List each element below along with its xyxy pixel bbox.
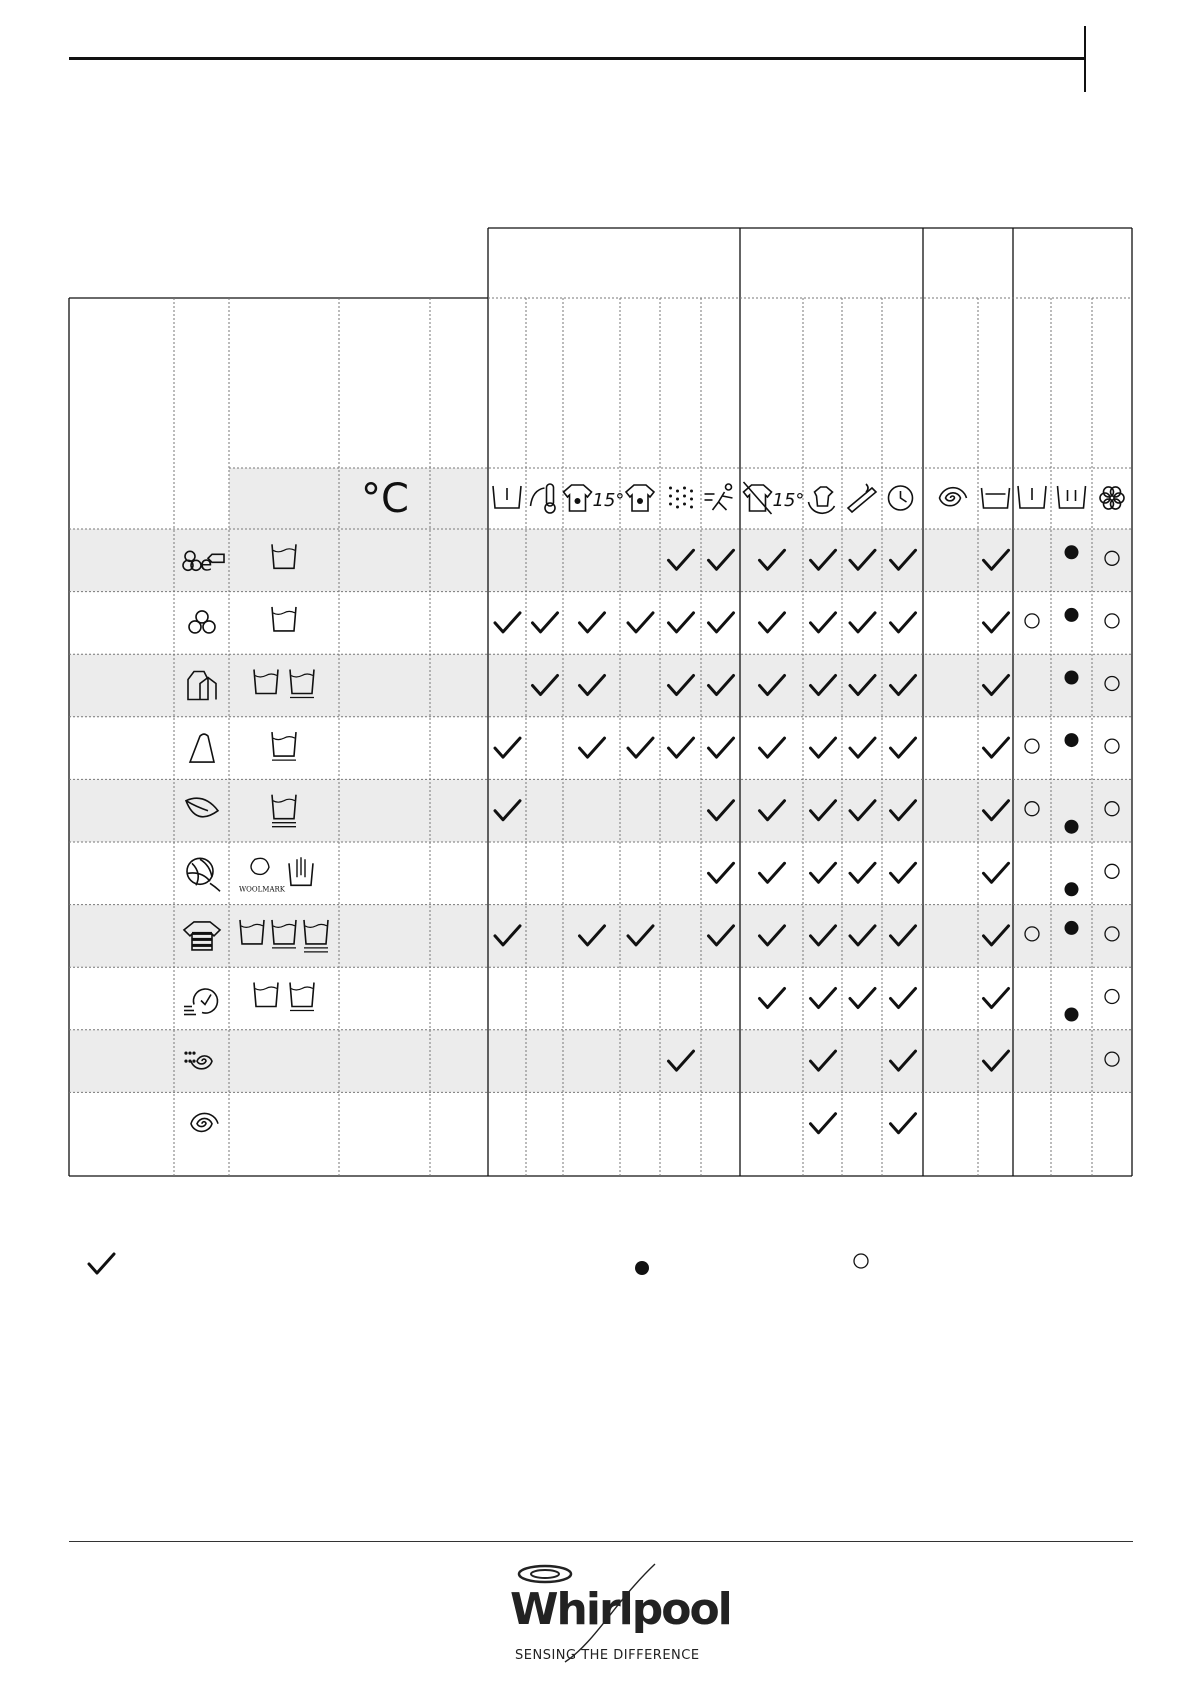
hollow-dot-icon [1105,990,1119,1004]
check-icon [850,613,875,632]
delay-clock-icon [889,486,913,510]
hollow-dot-icon [1025,614,1039,628]
check-icon [811,863,836,882]
shirt-stain-prewash-15-icon [744,482,805,514]
hollow-dot-icon [1025,739,1039,753]
check-icon [984,738,1009,757]
wash-basin-icon [493,486,521,508]
spin-icon [191,1113,218,1131]
check-icon [891,989,916,1008]
hollow-dot-icon [854,1254,868,1268]
wash-tub-icon [254,983,278,1007]
synthetics-icon [190,734,214,762]
wash-tub-line-icon [290,983,314,1011]
check-icon [891,863,916,882]
check-icon [580,738,605,757]
steam-spray-icon [669,487,693,509]
spin-spiral-icon [940,488,967,506]
hollow-dot-icon [1105,864,1119,878]
softener-flower-icon [1100,487,1124,509]
check-icon [669,613,694,632]
fabric-softener-icon [848,484,876,512]
hollow-dot-icon [1105,739,1119,753]
bottom-rule [69,1541,1133,1542]
check-icon [850,989,875,1008]
temperature-15-label: 15° [592,490,625,511]
check-icon [760,863,785,882]
quick-timer-icon [184,989,217,1014]
check-icon [984,863,1009,882]
filled-dot-icon [1065,733,1079,747]
check-icon [89,1254,114,1273]
cotton-icon [189,611,215,633]
wash-tub-line-icon [272,732,296,760]
row-shade [69,779,1132,842]
shirt-stain-icon [626,485,654,511]
filled-dot-icon [1065,882,1079,896]
check-icon [984,613,1009,632]
wash-tub-icon [272,607,296,631]
filled-dot-icon [1065,921,1079,935]
check-icon [891,1114,916,1133]
eco-e-letter: e [200,551,213,576]
hollow-dot-icon [1105,614,1119,628]
check-icon [760,989,785,1008]
check-icon [891,613,916,632]
check-icon [850,863,875,882]
check-icon [811,738,836,757]
check-icon [495,613,520,632]
hand-wash-icon [289,857,313,885]
celsius-label: °C [361,476,409,522]
row-shade [69,529,1132,592]
check-icon [811,1114,836,1133]
filled-dot-icon [1065,608,1079,622]
filled-dot-icon [635,1261,649,1275]
brand-name: Whirlpool [510,1584,731,1635]
check-icon [811,613,836,632]
shirt-stain-15-icon [564,485,625,511]
filled-dot-icon [1065,545,1079,559]
check-icon [891,738,916,757]
check-icon [760,613,785,632]
filled-dot-icon [1065,820,1079,834]
check-icon [709,863,734,882]
woolmark-icon [239,858,286,893]
filled-dot-icon [1065,1008,1079,1022]
temperature-arrow-icon [531,484,556,513]
check-icon [628,738,653,757]
wool-icon [187,858,220,891]
header-band [229,468,488,529]
check-icon [495,738,520,757]
check-icon [760,738,785,757]
row-shade [69,1030,1132,1093]
check-icon [709,613,734,632]
woolmark-label: WOOLMARK [238,885,286,894]
rapid-run-icon [705,484,733,510]
check-icon [984,989,1009,1008]
check-icon [580,613,605,632]
check-icon [850,738,875,757]
basin-one-bar-icon [1018,486,1046,508]
rinse-basin-icon [982,488,1010,508]
temperature-15-label: 15° [772,490,805,511]
check-icon [533,613,558,632]
brand-tagline: SENSING THE DIFFERENCE [515,1648,700,1663]
filled-dot-icon [1065,671,1079,685]
check-icon [669,738,694,757]
check-icon [709,738,734,757]
row-shade [69,654,1132,717]
row-shade [69,905,1132,968]
check-icon [811,989,836,1008]
basin-two-bar-icon [1058,486,1086,508]
check-icon [628,613,653,632]
shirt-refresh-icon [809,487,835,513]
